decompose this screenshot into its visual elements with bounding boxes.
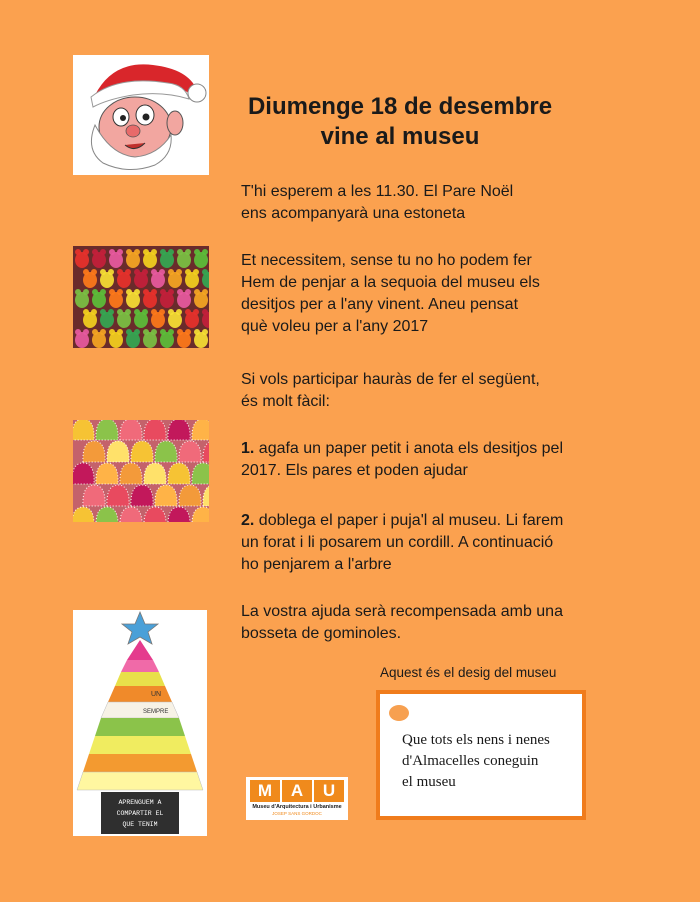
- text-line: Si vols participar hauràs de fer el següent,: [241, 371, 540, 388]
- text-line: Hem de penjar a la sequoia del museu els: [241, 274, 540, 291]
- orange-dot-icon: [389, 705, 409, 721]
- tree-trunk-line3: QUE TENIM: [122, 821, 158, 828]
- step-1-paragraph: [241, 438, 621, 482]
- wish-line: d'Almacelles coneguin: [402, 753, 539, 769]
- text-line: és molt fàcil:: [241, 393, 330, 410]
- text-line: ens acompanyarà una estoneta: [241, 205, 466, 222]
- text-line: T'hi esperem a les 11.30. El Pare Noël: [241, 183, 514, 200]
- need-paragraph: [241, 250, 621, 338]
- mau-logo: [246, 777, 348, 820]
- reward-paragraph: [241, 601, 621, 645]
- text-line: Et necessitem, sense tu no ho podem fer: [241, 252, 532, 269]
- step-number: 2.: [241, 512, 255, 529]
- text-line: bosseta de gominoles.: [241, 625, 402, 642]
- wish-tree-image: [73, 610, 207, 836]
- wish-line: el museu: [402, 774, 456, 790]
- text-line: doblega el paper i puja'l al museu. Li farem: [254, 512, 564, 529]
- tree-note-row1: UN: [151, 691, 162, 698]
- text-line: desitjos per a l'any vinent. Aneu pensat: [241, 296, 519, 313]
- logo-letter-u: U: [314, 780, 344, 802]
- gumdrops-image: [73, 420, 209, 522]
- title-line-2: vine al museu: [320, 123, 480, 150]
- wish-box: [376, 690, 586, 820]
- text-line: La vostra ajuda serà recompensada amb una: [241, 603, 563, 620]
- participate-paragraph: [241, 369, 621, 413]
- logo-museum-name: Museu d'Arquitectura i Urbanisme: [252, 804, 342, 810]
- step-2-paragraph: [241, 510, 621, 576]
- wish-label: Aquest és el desig del museu: [380, 665, 557, 680]
- logo-letter-a: A: [282, 780, 312, 802]
- tree-trunk-line2: COMPARTIR EL: [116, 810, 164, 817]
- text-line: ho penjarem a l'arbre: [241, 556, 392, 573]
- tree-trunk-line1: APRENGUEM A: [118, 799, 162, 806]
- text-line: agafa un paper petit i anota els desitjos pel: [254, 440, 563, 457]
- text-line: què voleu per a l'any 2017: [241, 318, 429, 335]
- text-line: un forat i li posarem un cordill. A continuació: [241, 534, 554, 551]
- title-line-1: Diumenge 18 de desembre: [247, 93, 553, 120]
- wish-text: [402, 730, 582, 793]
- step-number: 1.: [241, 440, 255, 457]
- intro-paragraph: [241, 181, 621, 225]
- page-title: [232, 92, 568, 152]
- text-line: 2017. Els pares et poden ajudar: [241, 462, 468, 479]
- logo-subtitle: JOSEP SANS GORDOC: [272, 811, 322, 816]
- wish-line: Que tots els nens i nenes: [402, 732, 550, 748]
- logo-letter-m: M: [250, 780, 280, 802]
- santa-claus-image: [73, 55, 209, 175]
- gummy-bears-image: [73, 246, 209, 348]
- tree-note-row2: SEMPRE: [143, 709, 169, 715]
